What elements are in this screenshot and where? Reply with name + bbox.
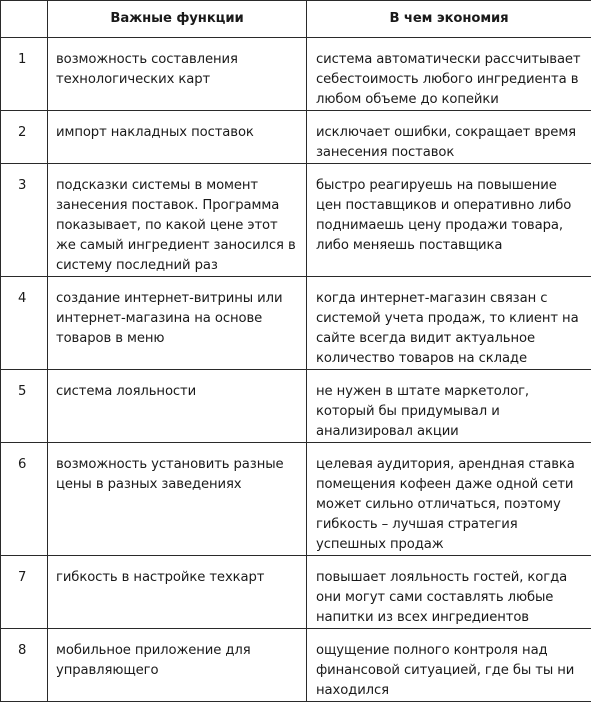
row-number: 3 (1, 164, 48, 277)
table-header-row (1, 1, 591, 38)
row-savings: когда интернет-магазин связан с системой учета продаж, то клиент на сайте всегда видит актуальное количество товаров на складе (307, 277, 591, 370)
row-function: система лояльности (48, 370, 307, 443)
table-row (1, 443, 591, 556)
header-important-functions: Важные функции (48, 1, 307, 38)
row-savings: система автоматически рассчитывает себестоимость любого ингредиента в любом объеме до копейки (307, 38, 591, 111)
row-number: 7 (1, 556, 48, 629)
row-number: 2 (1, 111, 48, 164)
row-function: гибкость в настройке техкарт (48, 556, 307, 629)
row-number: 6 (1, 443, 48, 556)
row-number: 1 (1, 38, 48, 111)
table-row (1, 370, 591, 443)
row-savings: быстро реагируешь на повышение цен поставщиков и оперативно либо поднимаешь цену продажи товара, либо меняешь поставщика (307, 164, 591, 277)
row-savings: ощущение полного контроля над финансовой ситуацией, где бы ты ни находился (307, 629, 591, 702)
row-function: подсказки системы в момент занесения поставок. Программа показывает, по какой цене этот же самый ингредиент заносился в систему последний раз (48, 164, 307, 277)
header-number (1, 1, 48, 38)
row-function: мобильное приложение для управляющего (48, 629, 307, 702)
row-number: 5 (1, 370, 48, 443)
table-row (1, 111, 591, 164)
row-savings: не нужен в штате маркетолог, который бы придумывал и анализировал акции (307, 370, 591, 443)
row-function: импорт накладных поставок (48, 111, 307, 164)
table-row (1, 38, 591, 111)
row-savings: повышает лояльность гостей, когда они могут сами составлять любые напитки из всех ингредиентов (307, 556, 591, 629)
row-function: возможность установить разные цены в разных заведениях (48, 443, 307, 556)
table-row (1, 277, 591, 370)
row-function: создание интернет-витрины или интернет-магазина на основе товаров в меню (48, 277, 307, 370)
header-savings: В чем экономия (307, 1, 591, 38)
table-row (1, 164, 591, 277)
table-row (1, 556, 591, 629)
row-savings: целевая аудитория, арендная ставка помещения кофеен даже одной сети может сильно отличаться, поэтому гибкость – лучшая стратегия успешных продаж (307, 443, 591, 556)
row-savings: исключает ошибки, сокращает время занесения поставок (307, 111, 591, 164)
table-row (1, 629, 591, 702)
row-number: 4 (1, 277, 48, 370)
row-function: возможность составления технологических карт (48, 38, 307, 111)
row-number: 8 (1, 629, 48, 702)
